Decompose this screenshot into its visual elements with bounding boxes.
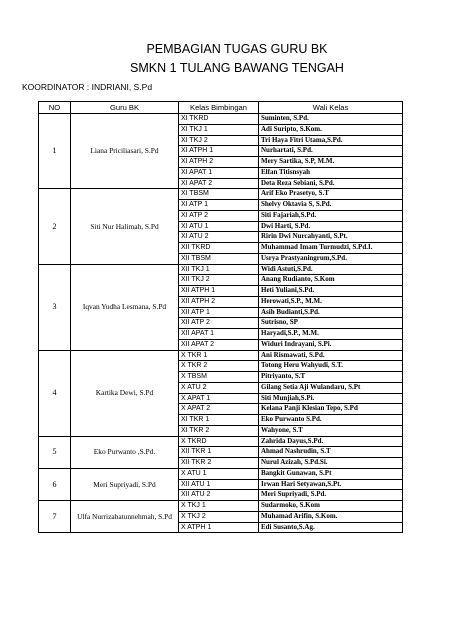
group-number: 5 (39, 436, 71, 468)
table-row (39, 264, 403, 275)
wali-kelas-cell: Asih Budianti,S.Pd. (259, 307, 403, 318)
guru-bk-name: Kartika Dewi, S.Pd (71, 350, 179, 436)
table-header-row (39, 102, 403, 114)
kelas-bimbingan-cell: X ATPH 1 (179, 522, 259, 533)
kelas-bimbingan-cell: XII TBSM (179, 253, 259, 264)
wali-kelas-cell: Meri Supriyadi, S.Pd. (259, 490, 403, 501)
wali-kelas-cell: Zahrida Dayus,S.Pd. (259, 436, 403, 447)
guru-bk-name: Iqvan Yudha Lesmana, S.Pd (71, 264, 179, 350)
kelas-bimbingan-cell: XII TKR 1 (179, 447, 259, 458)
guru-bk-name: Eko Purwanto ,S.Pd. (71, 436, 179, 468)
kelas-bimbingan-cell: XI ATPH 1 (179, 146, 259, 157)
kelas-bimbingan-cell: XI ATU 1 (179, 221, 259, 232)
table-row (39, 350, 403, 361)
wali-kelas-cell: Gilang Setia Aji Wulandaru, S.Pt (259, 382, 403, 393)
kelas-bimbingan-cell: XII ATU 2 (179, 490, 259, 501)
kelas-bimbingan-cell: XII TKR 2 (179, 458, 259, 469)
kelas-bimbingan-cell: X TKR 1 (179, 350, 259, 361)
kelas-bimbingan-cell: XI ATP 1 (179, 200, 259, 211)
wali-kelas-cell: Wahyone, S.T (259, 425, 403, 436)
wali-kelas-cell: Ahmad Nashrudin, S.T (259, 447, 403, 458)
wali-kelas-cell: Dwi Harti, S.Pd. (259, 221, 403, 232)
wali-kelas-cell: Arif Eko Prasetyo, S.T (259, 189, 403, 200)
kelas-bimbingan-cell: XII APAT 1 (179, 329, 259, 340)
kelas-bimbingan-cell: XII ATP 2 (179, 318, 259, 329)
wali-kelas-cell: Heti Yuliani,S.Pd. (259, 286, 403, 297)
group-number: 2 (39, 189, 71, 264)
kelas-bimbingan-cell: X TBSM (179, 372, 259, 383)
kelas-bimbingan-cell: X TKR 2 (179, 361, 259, 372)
kelas-bimbingan-cell: X APAT 2 (179, 404, 259, 415)
wali-kelas-cell: Kelana Panji Klesian Tepo, S.Pd (259, 404, 403, 415)
kelas-bimbingan-cell: XI TKR 1 (179, 415, 259, 426)
table-body (39, 114, 403, 533)
wali-kelas-cell: Nurul Azizah, S.Pd.Si. (259, 458, 403, 469)
wali-kelas-cell: Tri Haya Fitri Utama,S.Pd. (259, 135, 403, 146)
group-number: 1 (39, 114, 71, 189)
header-guru-bk: Guru BK (71, 102, 179, 114)
table-row (39, 189, 403, 200)
wali-kelas-cell: Widi Astuti,S.Pd. (259, 264, 403, 275)
table-row (39, 468, 403, 479)
kelas-bimbingan-cell: XI TKR 2 (179, 425, 259, 436)
wali-kelas-cell: Ani Rismawati, S.Pd. (259, 350, 403, 361)
kelas-bimbingan-cell: XI TKJ 1 (179, 124, 259, 135)
assignment-table (38, 101, 403, 533)
table-row (39, 501, 403, 512)
kelas-bimbingan-cell: X TKJ 1 (179, 501, 259, 512)
kelas-bimbingan-cell: XII TKRD (179, 243, 259, 254)
wali-kelas-cell: Edi Susanto,S.Ag. (259, 522, 403, 533)
group-number: 4 (39, 350, 71, 436)
kelas-bimbingan-cell: XI ATU 2 (179, 232, 259, 243)
wali-kelas-cell: Shelvy Oktavia S, S.Pd. (259, 200, 403, 211)
coordinator-line: KOORDINATOR : INDRIANI, S.Pd (22, 82, 153, 92)
wali-kelas-cell: Herowati,S.P., M.M. (259, 296, 403, 307)
group-number: 3 (39, 264, 71, 350)
guru-bk-name: Meri Supriyadi, S.Pd (71, 468, 179, 500)
document-title: PEMBAGIAN TUGAS GURU BK (146, 42, 328, 56)
wali-kelas-cell: Totong Heru Wahyudi, S.T. (259, 361, 403, 372)
wali-kelas-cell: Adi Suripto, S.Kom. (259, 124, 403, 135)
wali-kelas-cell: Muhamad Arifin, S.Kom. (259, 511, 403, 522)
wali-kelas-cell: Elfan Titisnsyah (259, 167, 403, 178)
kelas-bimbingan-cell: XI ATPH 2 (179, 157, 259, 168)
header-kelas-bimbingan: Kelas Bimbingan (179, 102, 259, 114)
document-subtitle: SMKN 1 TULANG BAWANG TENGAH (130, 61, 344, 75)
kelas-bimbingan-cell: XII ATPH 2 (179, 296, 259, 307)
wali-kelas-cell: Ririn Dwi Nurcahyanti, S.Pt. (259, 232, 403, 243)
kelas-bimbingan-cell: XII ATPH 1 (179, 286, 259, 297)
group-number: 6 (39, 468, 71, 500)
kelas-bimbingan-cell: X ATU 2 (179, 382, 259, 393)
kelas-bimbingan-cell: XII ATU 1 (179, 479, 259, 490)
kelas-bimbingan-cell: X TKJ 2 (179, 511, 259, 522)
wali-kelas-cell: Eko Purwanto S.Pd. (259, 415, 403, 426)
kelas-bimbingan-cell: X TKRD (179, 436, 259, 447)
wali-kelas-cell: Deta Reza Sebiani, S.Pd. (259, 178, 403, 189)
table-row (39, 114, 403, 125)
kelas-bimbingan-cell: XI APAT 2 (179, 178, 259, 189)
wali-kelas-cell: Haryadi,S.P., M.M. (259, 329, 403, 340)
guru-bk-name: Siti Nur Halimah, S.Pd (71, 189, 179, 264)
header-wali-kelas: Wali Kelas (259, 102, 403, 114)
wali-kelas-cell: Widuri Indrayani, S.Pi. (259, 339, 403, 350)
wali-kelas-cell: Muhammad Imam Turmudzi, S.Pd.I. (259, 243, 403, 254)
guru-bk-name: Liana Priciliasari, S.Pd (71, 114, 179, 189)
wali-kelas-cell: Pitriyanto, S.T (259, 372, 403, 383)
wali-kelas-cell: Siti Munjiah,S.Pi. (259, 393, 403, 404)
group-number: 7 (39, 501, 71, 533)
wali-kelas-cell: Suminten, S.Pd. (259, 114, 403, 125)
guru-bk-name: Ulfa Nurrizabatunnehmah, S.Pd (71, 501, 179, 533)
wali-kelas-cell: Sudarmoko, S.Kom (259, 501, 403, 512)
kelas-bimbingan-cell: XII TKJ 1 (179, 264, 259, 275)
kelas-bimbingan-cell: XI TKJ 2 (179, 135, 259, 146)
wali-kelas-cell: Sutrisno, SP (259, 318, 403, 329)
kelas-bimbingan-cell: XII TKJ 2 (179, 275, 259, 286)
wali-kelas-cell: Mery Sartika, S.P, M.M. (259, 157, 403, 168)
wali-kelas-cell: Bangkit Gunawan, S.Pt (259, 468, 403, 479)
kelas-bimbingan-cell: XI TKRD (179, 114, 259, 125)
kelas-bimbingan-cell: XI ATP 2 (179, 210, 259, 221)
table-row (39, 436, 403, 447)
wali-kelas-cell: Anang Rudianto, S.Kom (259, 275, 403, 286)
wali-kelas-cell: Siti Fajariah,S.Pd. (259, 210, 403, 221)
wali-kelas-cell: Irwan Hari Setyawan,S.Pt. (259, 479, 403, 490)
kelas-bimbingan-cell: XII ATP 1 (179, 307, 259, 318)
header-no: NO (39, 102, 71, 114)
wali-kelas-cell: Usrya Prastyaningrum,S.Pd. (259, 253, 403, 264)
kelas-bimbingan-cell: X ATU 1 (179, 468, 259, 479)
kelas-bimbingan-cell: XII APAT 2 (179, 339, 259, 350)
kelas-bimbingan-cell: XI APAT 1 (179, 167, 259, 178)
kelas-bimbingan-cell: XI TBSM (179, 189, 259, 200)
kelas-bimbingan-cell: X APAT 1 (179, 393, 259, 404)
wali-kelas-cell: Nurhartati, S.Pd. (259, 146, 403, 157)
